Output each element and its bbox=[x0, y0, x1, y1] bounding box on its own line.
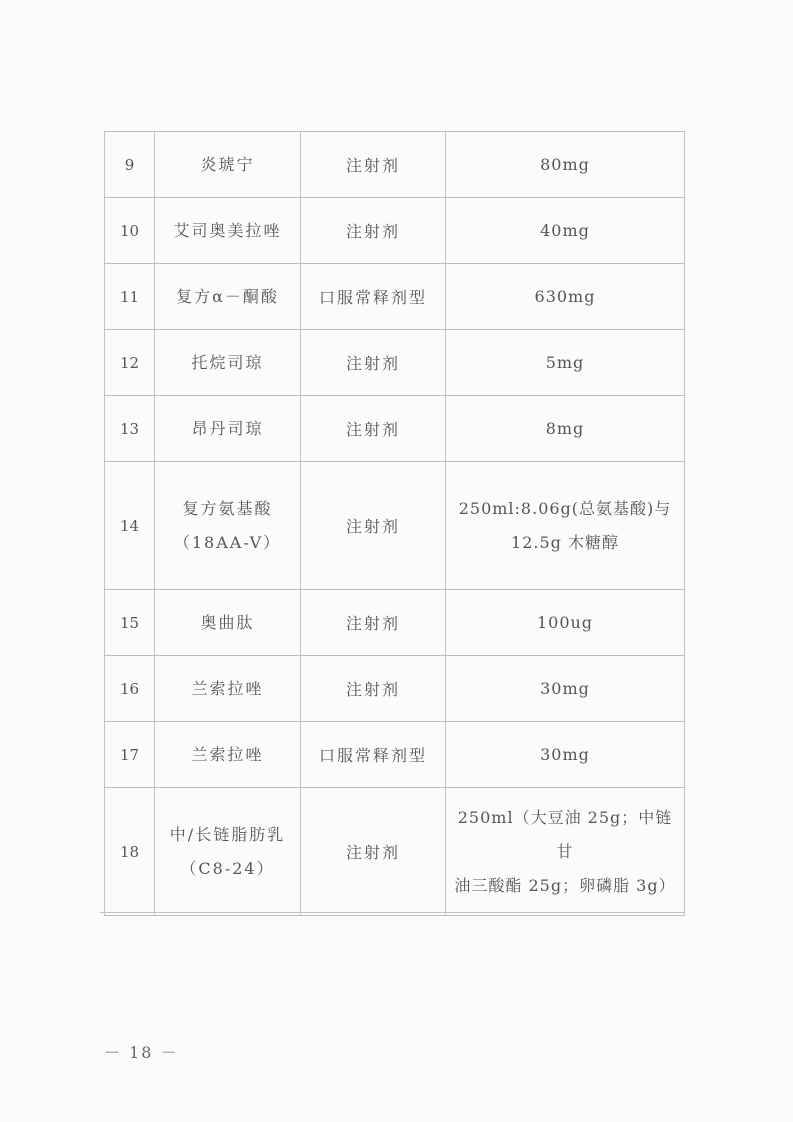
table-row bbox=[105, 462, 685, 590]
drug-table bbox=[104, 131, 685, 916]
drug-name bbox=[155, 722, 301, 788]
dosage-form: 注射剂 bbox=[301, 788, 446, 916]
dosage-form: 注射剂 bbox=[301, 462, 446, 590]
page-number: － 18 － bbox=[104, 1043, 179, 1062]
drug-name bbox=[155, 590, 301, 656]
row-number: 15 bbox=[105, 590, 155, 656]
dose-line: 250ml（大豆油 25g；中链甘 bbox=[457, 807, 673, 861]
table-row bbox=[105, 722, 685, 788]
drug-table-container bbox=[104, 131, 684, 916]
table-row bbox=[105, 198, 685, 264]
drug-name-line: （C8-24） bbox=[180, 858, 275, 878]
dose-spec bbox=[446, 396, 685, 462]
table-row bbox=[105, 656, 685, 722]
dose-line: 8mg bbox=[545, 418, 585, 438]
dose-line: 油三酸酯 25g；卵磷脂 3g） bbox=[454, 875, 676, 895]
dose-spec bbox=[446, 656, 685, 722]
drug-name-line: 奥曲肽 bbox=[200, 612, 255, 632]
dose-spec bbox=[446, 722, 685, 788]
drug-name-line: 艾司奥美拉唑 bbox=[173, 220, 282, 240]
dose-spec bbox=[446, 198, 685, 264]
drug-name bbox=[155, 656, 301, 722]
row-number: 11 bbox=[105, 264, 155, 330]
drug-name-line: 托烷司琼 bbox=[191, 352, 264, 372]
drug-name bbox=[155, 132, 301, 198]
table-row bbox=[105, 264, 685, 330]
drug-name bbox=[155, 330, 301, 396]
dose-line: 80mg bbox=[540, 154, 590, 174]
drug-name bbox=[155, 396, 301, 462]
dose-line: 100ug bbox=[536, 612, 594, 632]
dose-spec bbox=[446, 462, 685, 590]
table-row bbox=[105, 132, 685, 198]
table-row bbox=[105, 590, 685, 656]
drug-name-line: 兰索拉唑 bbox=[191, 678, 264, 698]
dosage-form: 口服常释剂型 bbox=[301, 722, 446, 788]
drug-name-line: 炎琥宁 bbox=[200, 154, 255, 174]
footer-divider bbox=[100, 912, 684, 913]
dose-line: 250ml:8.06g(总氨基酸)与 bbox=[458, 498, 672, 518]
drug-name-line: 复方α－酮酸 bbox=[176, 286, 279, 306]
dose-spec bbox=[446, 264, 685, 330]
dose-spec bbox=[446, 330, 685, 396]
dose-line: 30mg bbox=[540, 678, 590, 698]
dosage-form: 注射剂 bbox=[301, 656, 446, 722]
dosage-form: 口服常释剂型 bbox=[301, 264, 446, 330]
table-row bbox=[105, 788, 685, 916]
drug-name-line: 复方氨基酸 bbox=[182, 498, 273, 518]
dosage-form: 注射剂 bbox=[301, 198, 446, 264]
row-number: 14 bbox=[105, 462, 155, 590]
dose-line: 630mg bbox=[534, 286, 596, 306]
dosage-form: 注射剂 bbox=[301, 590, 446, 656]
dose-spec bbox=[446, 590, 685, 656]
drug-name bbox=[155, 788, 301, 916]
table-row bbox=[105, 330, 685, 396]
row-number: 18 bbox=[105, 788, 155, 916]
drug-name bbox=[155, 264, 301, 330]
drug-name-line: 中/长链脂肪乳 bbox=[169, 824, 286, 844]
table-row bbox=[105, 396, 685, 462]
row-number: 9 bbox=[105, 132, 155, 198]
row-number: 13 bbox=[105, 396, 155, 462]
dose-spec bbox=[446, 788, 685, 916]
row-number: 16 bbox=[105, 656, 155, 722]
dose-line: 30mg bbox=[540, 744, 590, 764]
dosage-form: 注射剂 bbox=[301, 132, 446, 198]
drug-name-line: 昂丹司琼 bbox=[191, 418, 264, 438]
row-number: 12 bbox=[105, 330, 155, 396]
row-number: 17 bbox=[105, 722, 155, 788]
dose-spec bbox=[446, 132, 685, 198]
drug-name-line: 兰索拉唑 bbox=[191, 744, 264, 764]
row-number: 10 bbox=[105, 198, 155, 264]
dose-line: 40mg bbox=[540, 220, 590, 240]
dose-line: 5mg bbox=[545, 352, 585, 372]
dosage-form: 注射剂 bbox=[301, 396, 446, 462]
drug-name bbox=[155, 462, 301, 590]
drug-name-line: （18AA-V） bbox=[173, 532, 282, 552]
dose-line: 12.5g 木糖醇 bbox=[511, 532, 619, 552]
drug-name bbox=[155, 198, 301, 264]
dosage-form: 注射剂 bbox=[301, 330, 446, 396]
